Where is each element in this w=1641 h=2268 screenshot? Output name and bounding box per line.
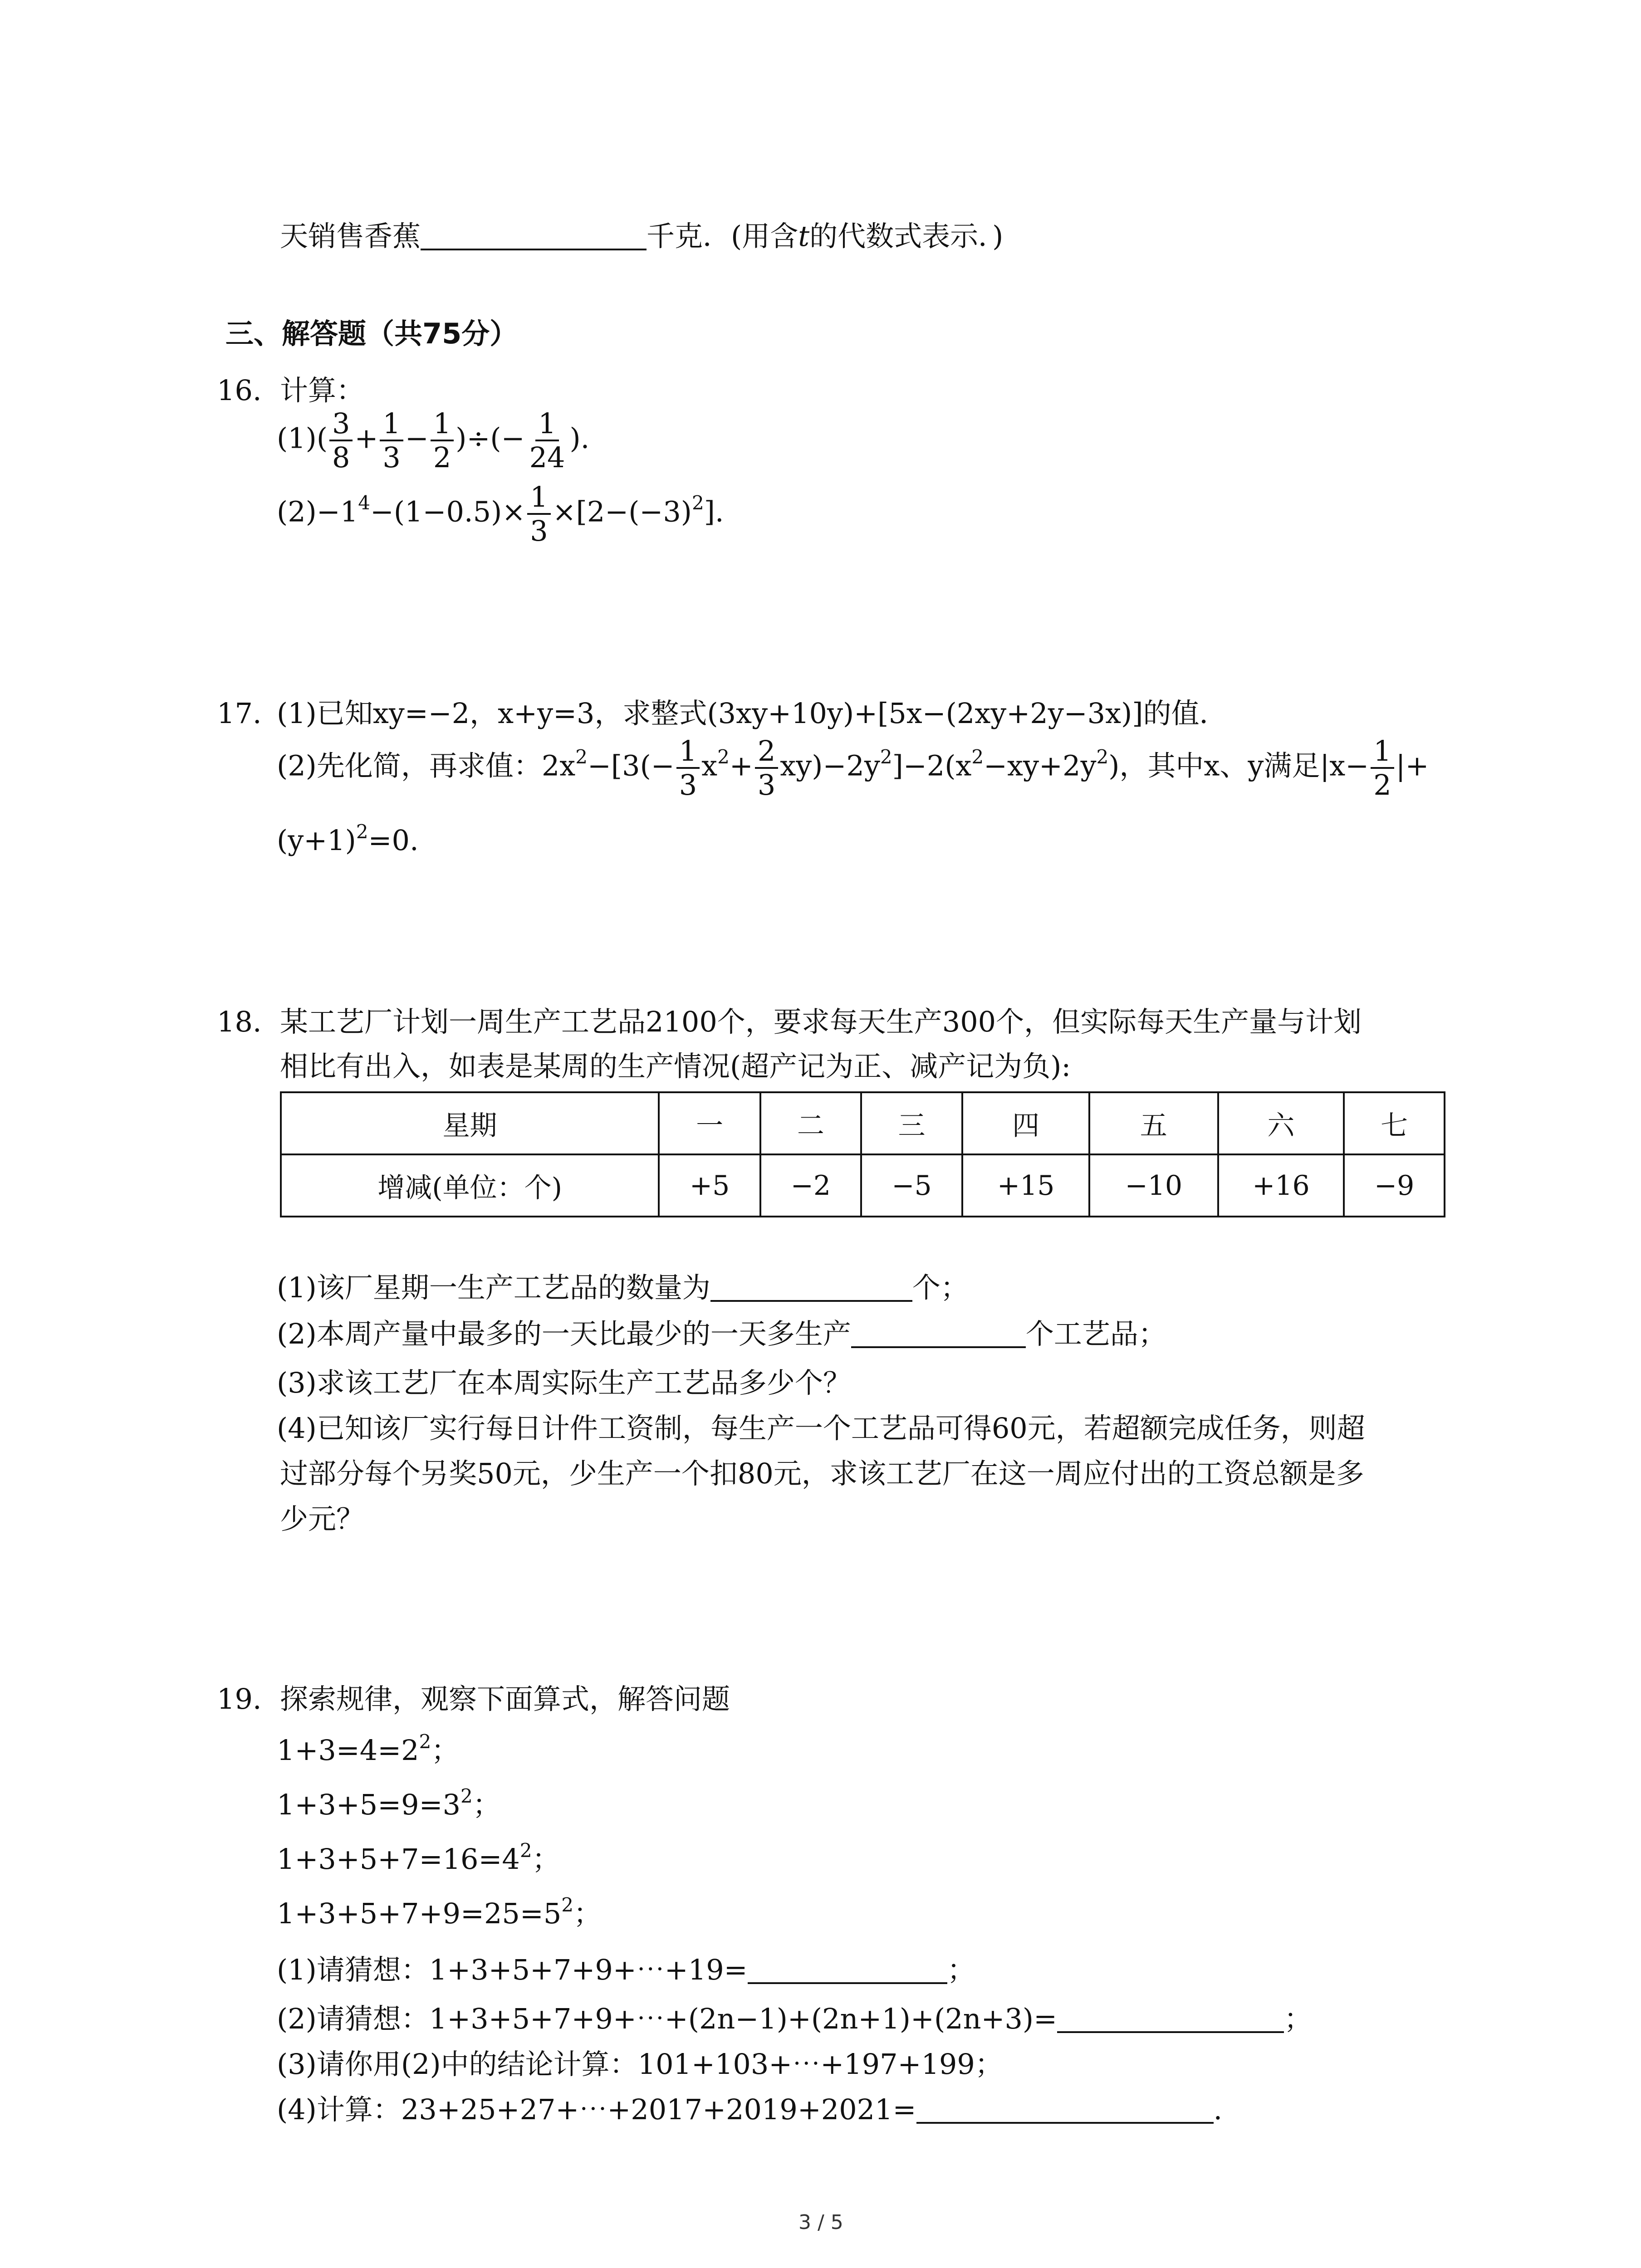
fraction: $\frac{1}{2}$ <box>1371 735 1394 802</box>
table-cell: −2 <box>760 1154 861 1217</box>
table-cell: −9 <box>1344 1154 1445 1217</box>
continuation-suffix: 千克．(用含 <box>647 220 798 253</box>
table-header-row <box>281 1092 1445 1154</box>
table-cell: 一 <box>659 1092 760 1154</box>
fraction: $\frac{1}{3}$ <box>676 735 700 802</box>
table-cell: −5 <box>861 1154 963 1217</box>
q18-part2: (2)本周产量中最多的一天比最少的一天多生产 个工艺品； <box>277 1317 1166 1350</box>
q19-eq-2: $1+3+5=9=3^2$； <box>277 1785 501 1821</box>
table-cell: 四 <box>962 1092 1089 1154</box>
q17-line2: (2)先化简，再求值：$2x^2-[3(-$ $\frac{1}{3}$ $x^2+$ $\frac{2}{3}$ $xy)-2y^2]-2(x^2-xy+2y^2)$，其中x、y满足|x− $\frac{1}{2}$ |+ <box>277 734 1429 802</box>
q17-line3: $(y+1)^2=0$. <box>277 821 419 857</box>
answer-blank[interactable] <box>710 1300 912 1302</box>
continuation-suffix2: 的代数式表示．) <box>809 220 1004 253</box>
q16-intro: 计算： <box>280 374 365 407</box>
fraction: $\frac{1}{24}$ <box>529 407 565 474</box>
table-cell: 二 <box>760 1092 861 1154</box>
page-number: 3 / 5 <box>798 2211 843 2234</box>
variable-t: t <box>798 220 810 253</box>
q19-part3: (3)请你用(2)中的结论计算：101+103+⋯+197+199； <box>277 2048 1003 2081</box>
table-cell: 七 <box>1344 1092 1445 1154</box>
q18-part4-line3: 少元？ <box>280 1502 365 1535</box>
q19-eq-3: $1+3+5+7=16=4^2$； <box>277 1839 560 1876</box>
q18-number: 18. <box>217 1005 262 1038</box>
table-cell: 三 <box>861 1092 963 1154</box>
q16-part1: (1)( $\frac{3}{8}$ + $\frac{1}{3}$ − $\frac{1}{2}$ )÷(− $\frac{1}{24}$ ). <box>277 407 590 474</box>
q19-eq-4: $1+3+5+7+9=25=5^2$； <box>277 1894 602 1930</box>
q16-number: 16. <box>217 374 262 407</box>
fraction: $\frac{1}{3}$ <box>380 407 403 474</box>
answer-blank[interactable] <box>851 1346 1026 1348</box>
table-cell: +5 <box>659 1154 760 1217</box>
answer-blank[interactable] <box>916 2122 1214 2124</box>
table-cell: +15 <box>962 1154 1089 1217</box>
table-cell: 星期 <box>281 1092 659 1154</box>
table-cell: 五 <box>1089 1092 1218 1154</box>
table-row <box>281 1154 1445 1217</box>
production-table <box>280 1091 1445 1217</box>
continuation-line <box>280 220 1004 253</box>
table-cell: +16 <box>1218 1154 1344 1217</box>
q19-intro: 探索规律，观察下面算式，解答问题 <box>280 1682 730 1716</box>
q17-number: 17. <box>217 697 262 730</box>
q19-part2: (2)请猜想：1+3+5+7+9+⋯+(2n−1)+(2n+1)+(2n+3)= ； <box>277 2002 1313 2035</box>
q18-part4-line1: (4)已知该厂实行每日计件工资制，每生产一个工艺品可得60元，若超额完成任务，则超 <box>277 1412 1365 1445</box>
q18-part1: (1)该厂星期一生产工艺品的数量为 个； <box>277 1271 969 1304</box>
q16-part2: $(2)-1^4-(1-0.5)\times$ $\frac{1}{3}$ $\times[2-(-3)^2]$. <box>277 480 724 548</box>
fraction: $\frac{1}{2}$ <box>431 407 454 474</box>
q18-part3: (3)求该工艺厂在本周实际生产工艺品多少个？ <box>277 1366 851 1399</box>
table-cell: 增减(单位：个) <box>281 1154 659 1217</box>
q19-number: 19. <box>217 1682 262 1716</box>
q19-part4: (4)计算：23+25+27+⋯+2017+2019+2021= . <box>277 2093 1223 2126</box>
q19-eq-1: $1+3=4=2^2$； <box>277 1730 460 1767</box>
answer-blank[interactable] <box>421 249 647 250</box>
answer-blank[interactable] <box>748 1982 947 1984</box>
q18-intro-1: 某工艺厂计划一周生产工艺品2100个，要求每天生产300个，但实际每天生产量与计划 <box>280 1005 1362 1038</box>
section-heading: 三、解答题（共75分） <box>225 317 518 350</box>
fraction: $\frac{1}{3}$ <box>527 481 550 547</box>
q19-part1: (1)请猜想：1+3+5+7+9+⋯+19= ； <box>277 1953 975 1986</box>
fraction: $\frac{2}{3}$ <box>755 735 778 802</box>
q16-p1-mid: )÷(− <box>456 421 525 455</box>
q18-intro-2: 相比有出入，如表是某周的生产情况(超产记为正、减产记为负): <box>280 1050 1071 1083</box>
q17-line1: (1)已知xy=−2，x+y=3，求整式(3xy+10y)+[5x−(2xy+2y−3x)]的值． <box>277 697 1228 730</box>
table-cell: −10 <box>1089 1154 1218 1217</box>
q16-p1-end: ). <box>569 421 590 455</box>
q18-part4-line2: 过部分每个另奖50元，少生产一个扣80元，求该工艺厂在这一周应付出的工资总额是多 <box>280 1457 1364 1490</box>
fraction: $\frac{3}{8}$ <box>329 407 353 474</box>
table-cell: 六 <box>1218 1092 1344 1154</box>
answer-blank[interactable] <box>1057 2031 1284 2033</box>
q16-p1-label: (1)( <box>277 421 328 455</box>
continuation-prefix: 天销售香蕉 <box>280 220 421 253</box>
